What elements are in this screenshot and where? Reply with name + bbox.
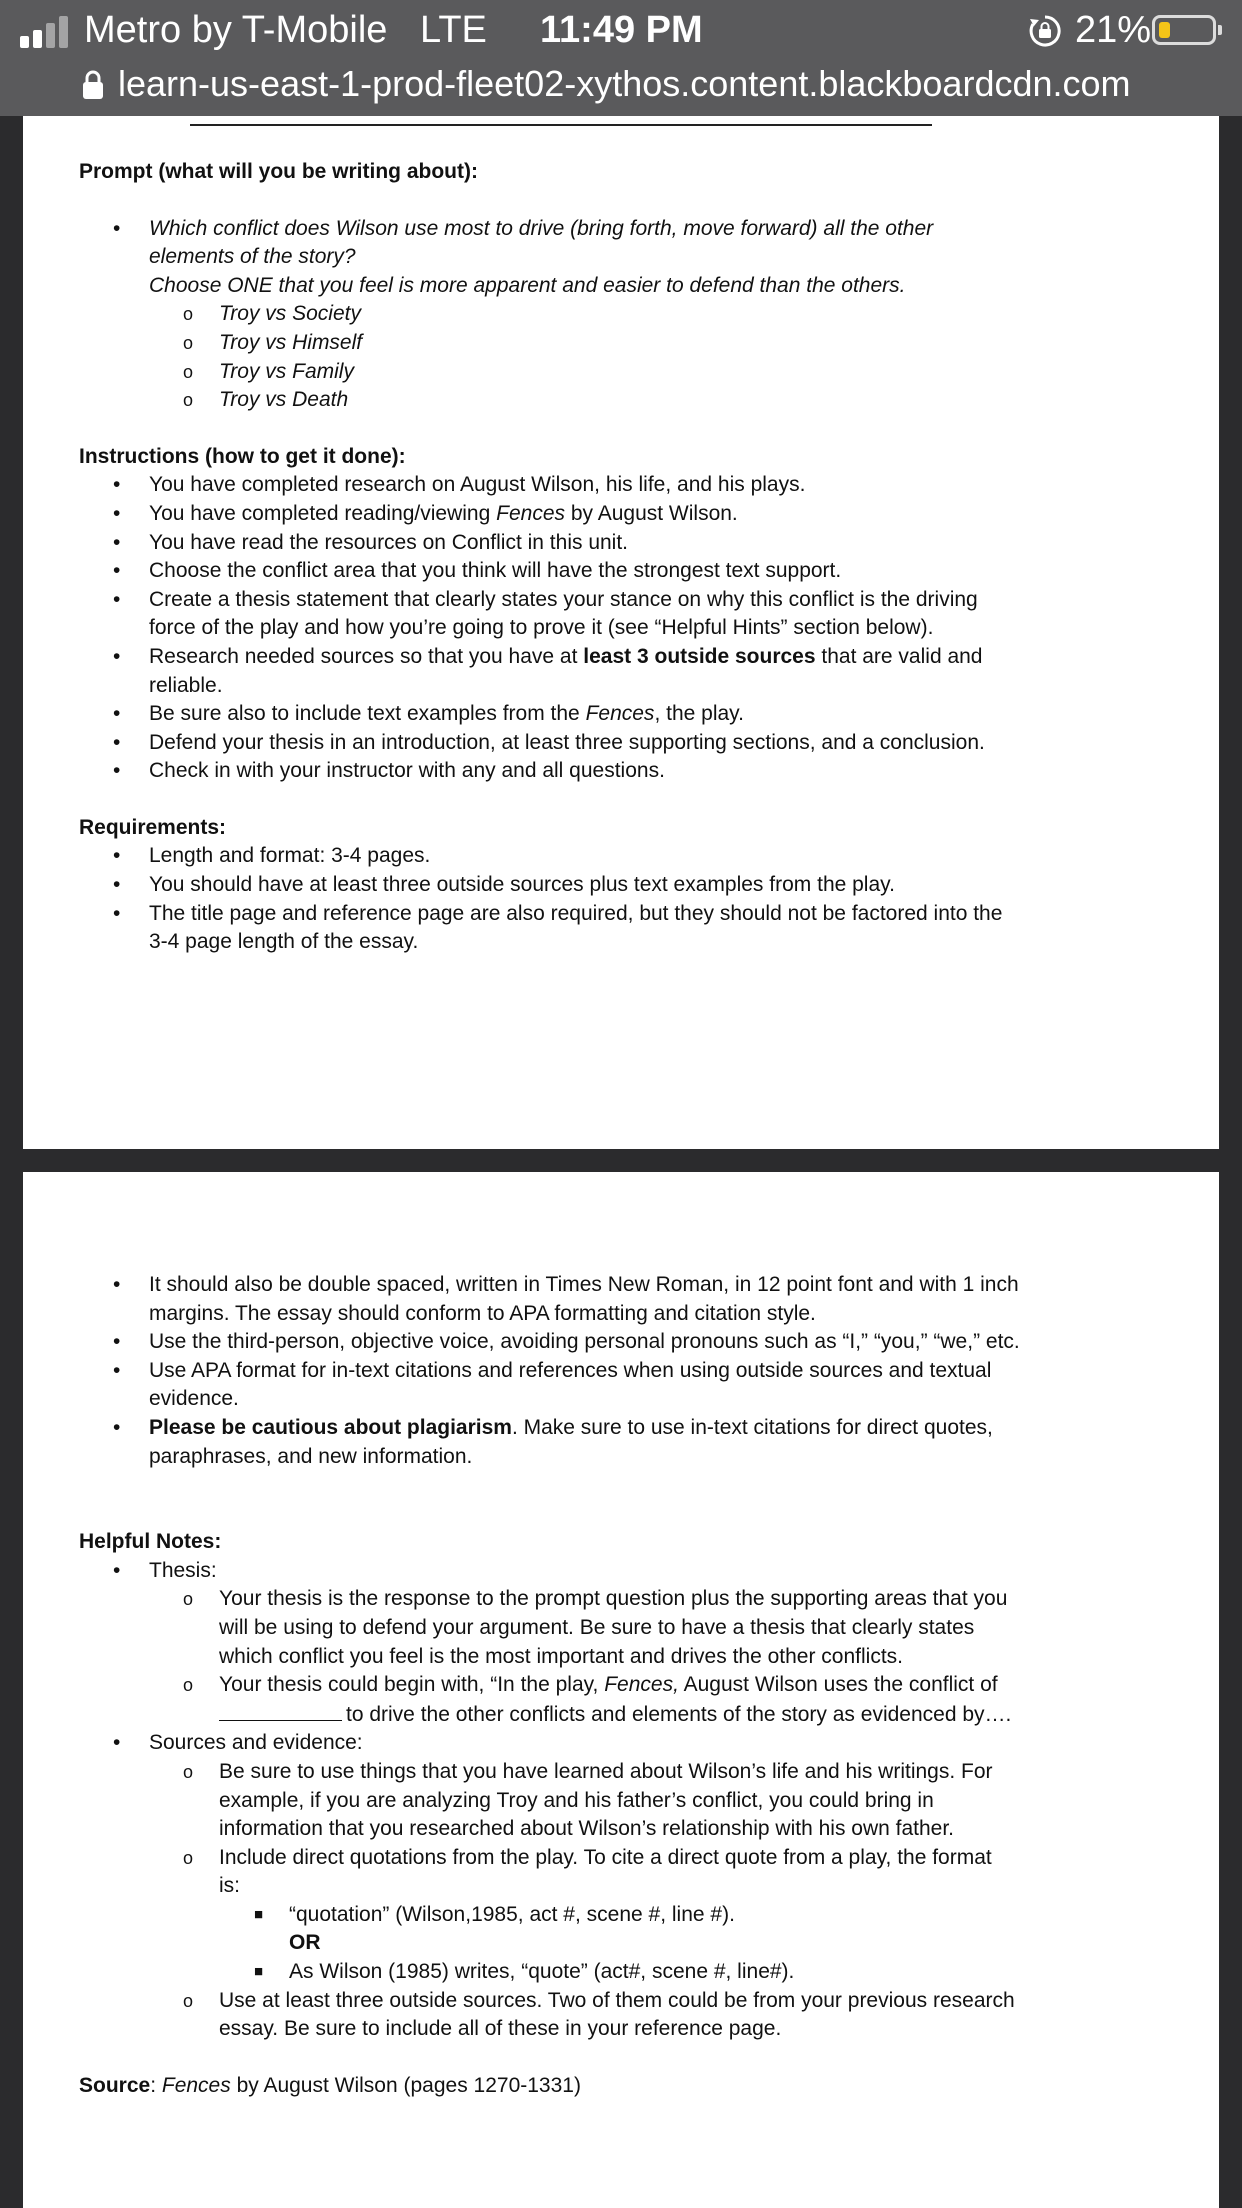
list-item: • Sources and evidence: [113,1731,363,1755]
list-item: • Create a thesis statement that clearly states your stance on why this conflict is the driving force of the play and how you’re going to prove it (see “Helpful Hints” section below). [113,587,978,640]
instructions-list [79,471,1119,786]
battery-level-fill [1159,22,1170,38]
list-item: o Your thesis could begin with, “In the play, Fences, August Wilson uses the conflict of to drive the other conflicts and elements of the story as evidenced by…. [183,1673,1012,1726]
list-item: • Please be cautious about plagiarism. Make sure to use in-text citations for direct quotes, paraphrases, and new information. [113,1415,993,1468]
network-type: LTE [420,9,487,51]
list-item: o Be sure to use things that you have learned about Wilson’s life and his writings. For example, if you are analyzing Troy and his father’s conflict, you could bring in information that you researched about Wilson’s relationship with his own father. [183,1759,993,1841]
list-item: ■ As Wilson (1985) writes, “quote” (act#, scene #, line#). [254,1960,795,1984]
url-text[interactable]: learn-us-east-1-prod-fleet02-xythos.content.blackboardcdn.com [118,63,1131,104]
list-item: o Your thesis is the response to the prompt question plus the supporting areas that you will be using to defend your argument. Be sure to have a thesis that clearly states which conflict you feel is the most important and drives the other conflicts. [183,1587,1008,1668]
prompt-list [79,215,1119,415]
carrier-name: Metro by T-Mobile [84,9,388,51]
option-item: o Troy vs Society [183,302,361,326]
requirements-heading: Requirements: [79,815,227,839]
address-bar[interactable] [0,56,1242,116]
browser-top-bar [0,0,1242,116]
helpful-notes-list [79,1557,1119,2044]
list-item: • Use the third-person, objective voice, avoiding personal pronouns such as “I,” “you,” “we,” etc. [113,1330,1020,1354]
option-item: o Troy vs Himself [183,330,363,354]
list-item: • Thesis: [113,1558,217,1582]
list-item: • Be sure also to include text examples from the Fences, the play. [113,702,744,726]
list-item: o Include direct quotations from the play. To cite a direct quote from a play, the format is: [183,1845,992,1898]
page-2-content [79,1271,1119,2100]
list-item: • It should also be double spaced, written in Times New Roman, in 12 point font and with 1 inch margins. The essay should conform to APA formatting and citation style. [113,1273,1019,1325]
list-item: ■ “quotation” (Wilson,1985, act #, scene #, line #). [254,1902,735,1926]
list-item: • The title page and reference page are also required, but they should not be factored into the 3-4 page length of the essay. [113,901,1003,954]
prompt-question: • Which conflict does Wilson use most to drive (bring forth, move forward) all the other elements of the story? Choose ONE that you feel is more apparent and easier to defend than the others. [113,216,934,297]
list-item: • Use APA format for in-text citations and references when using outside sources and textual evidence. [113,1358,992,1411]
signal-icon [20,16,70,48]
list-item: • You have completed reading/viewing Fences by August Wilson. [113,501,738,525]
requirements-list [79,842,1119,956]
or-label: OR [289,1931,321,1955]
battery-icon [1152,15,1216,45]
rotation-lock-icon [1028,14,1062,48]
list-item: • You have read the resources on Conflict in this unit. [113,530,629,554]
fill-in-blank [219,1700,342,1721]
list-item: • Length and format: 3-4 pages. [113,844,431,868]
option-item: o Troy vs Death [183,388,349,412]
top-rule [190,124,932,126]
prompt-heading: Prompt (what will you be writing about): [79,160,478,183]
status-bar [0,0,1242,60]
list-item: • You have completed research on August Wilson, his life, and his plays. [113,473,806,497]
list-item: o Use at least three outside sources. Two of them could be from your previous research essay. Be sure to include all of these in your reference page. [183,1988,1015,2041]
padlock-icon [82,70,104,100]
helpful-notes-heading: Helpful Notes: [79,1530,222,1554]
option-item: o Troy vs Family [183,359,354,383]
requirements-continued-list [79,1271,1119,1471]
list-item: • Choose the conflict area that you think will have the strongest text support. [113,559,842,583]
clock: 11:49 PM [540,9,703,51]
list-item: • Research needed sources so that you have at least 3 outside sources that are valid and reliable. [113,644,983,697]
source-line: Source: Fences by August Wilson (pages 1270-1331) [79,2073,581,2097]
list-item: • You should have at least three outside sources plus text examples from the play. [113,873,895,897]
instructions-heading: Instructions (how to get it done): [79,444,406,468]
list-item: • Defend your thesis in an introduction, at least three supporting sections, and a conclusion. [113,730,985,754]
prompt-section [79,158,1119,957]
battery-percent: 21% [1075,9,1152,51]
list-item: • Check in with your instructor with any and all questions. [113,759,665,783]
